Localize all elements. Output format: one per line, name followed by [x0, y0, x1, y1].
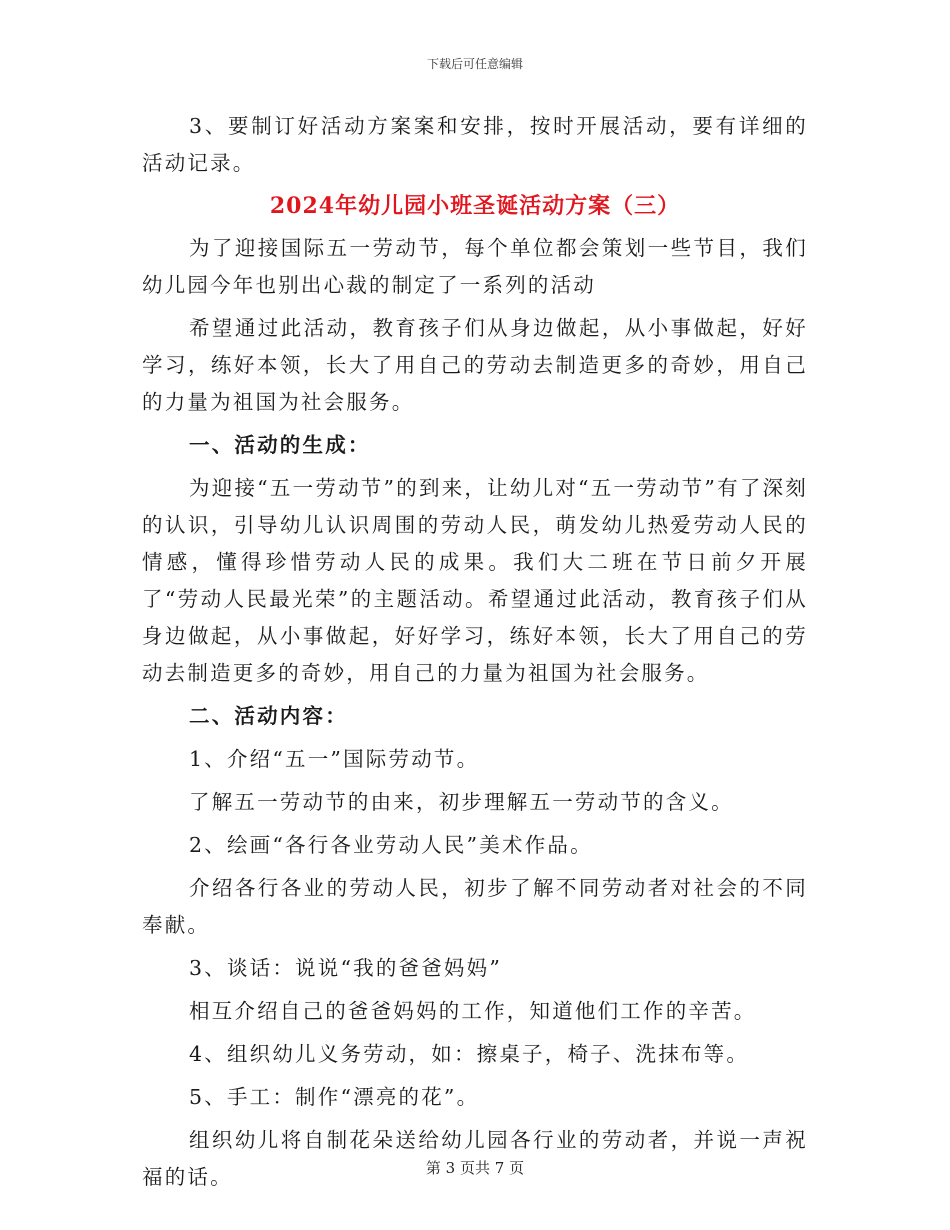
document-body — [142, 108, 808, 1202]
section-heading-1: 一、活动的生成： — [189, 433, 371, 457]
list-item-desc: 了解五一劳动节的由来，初步理解五一劳动节的含义。 — [189, 790, 734, 814]
page-footer: 第 3 页共 7 页 — [425, 1159, 525, 1177]
intro-item: 3、要制订好活动方案案和安排，按时开展活动，要有详细的活动记录。 — [142, 114, 808, 175]
section-1-body: 为迎接“五一劳动节”的到来，让幼儿对“五一劳动节”有了深刻的认识，引导幼儿认识周围的劳动人民，萌发幼儿热爱劳动人民的情感，懂得珍惜劳动人民的成果。我们大二班在节日前夕开展了“劳动人民最光荣”的主题活动。希望通过此活动，教育孩子们从身边做起，从小事做起，好好学习，练好本领，长大了用自己的劳动去制造更多的奇妙，用自己的力量为祖国为社会服务。 — [142, 476, 808, 685]
list-item-desc: 组织幼儿将自制花朵送给幼儿园各行业的劳动者，并说一声祝福的话。 — [142, 1128, 808, 1189]
list-item-label: 3、谈话：说说“我的爸爸妈妈” — [189, 956, 503, 980]
paragraph-2: 希望通过此活动，教育孩子们从身边做起，从小事做起，好好学习，练好本领，长大了用自己的劳动去制造更多的奇妙，用自己的力量为祖国为社会服务。 — [142, 316, 808, 414]
list-item-label: 1、介绍“五一”国际劳动节。 — [189, 747, 480, 771]
list-item-label: 4、组织幼儿义务劳动，如：擦桌子，椅子、洗抹布等。 — [189, 1042, 750, 1066]
list-item-label: 2、绘画“各行各业劳动人民”美术作品。 — [189, 833, 593, 857]
paragraph-1: 为了迎接国际五一劳动节，每个单位都会策划一些节目，我们幼儿园今年也别出心裁的制定了一系列的活动 — [142, 236, 808, 297]
document-title: 2024年幼儿园小班圣诞活动方案（三） — [269, 193, 681, 219]
list-item-label: 5、手工：制作“漂亮的花”。 — [189, 1085, 480, 1109]
page-header: 下载后可任意编辑 — [426, 57, 523, 71]
list-item-desc: 介绍各行各业的劳动人民，初步了解不同劳动者对社会的不同奉献。 — [142, 876, 808, 937]
section-heading-2: 二、活动内容： — [189, 704, 348, 728]
list-item-desc: 相互介绍自己的爸爸妈妈的工作，知道他们工作的辛苦。 — [189, 999, 757, 1023]
